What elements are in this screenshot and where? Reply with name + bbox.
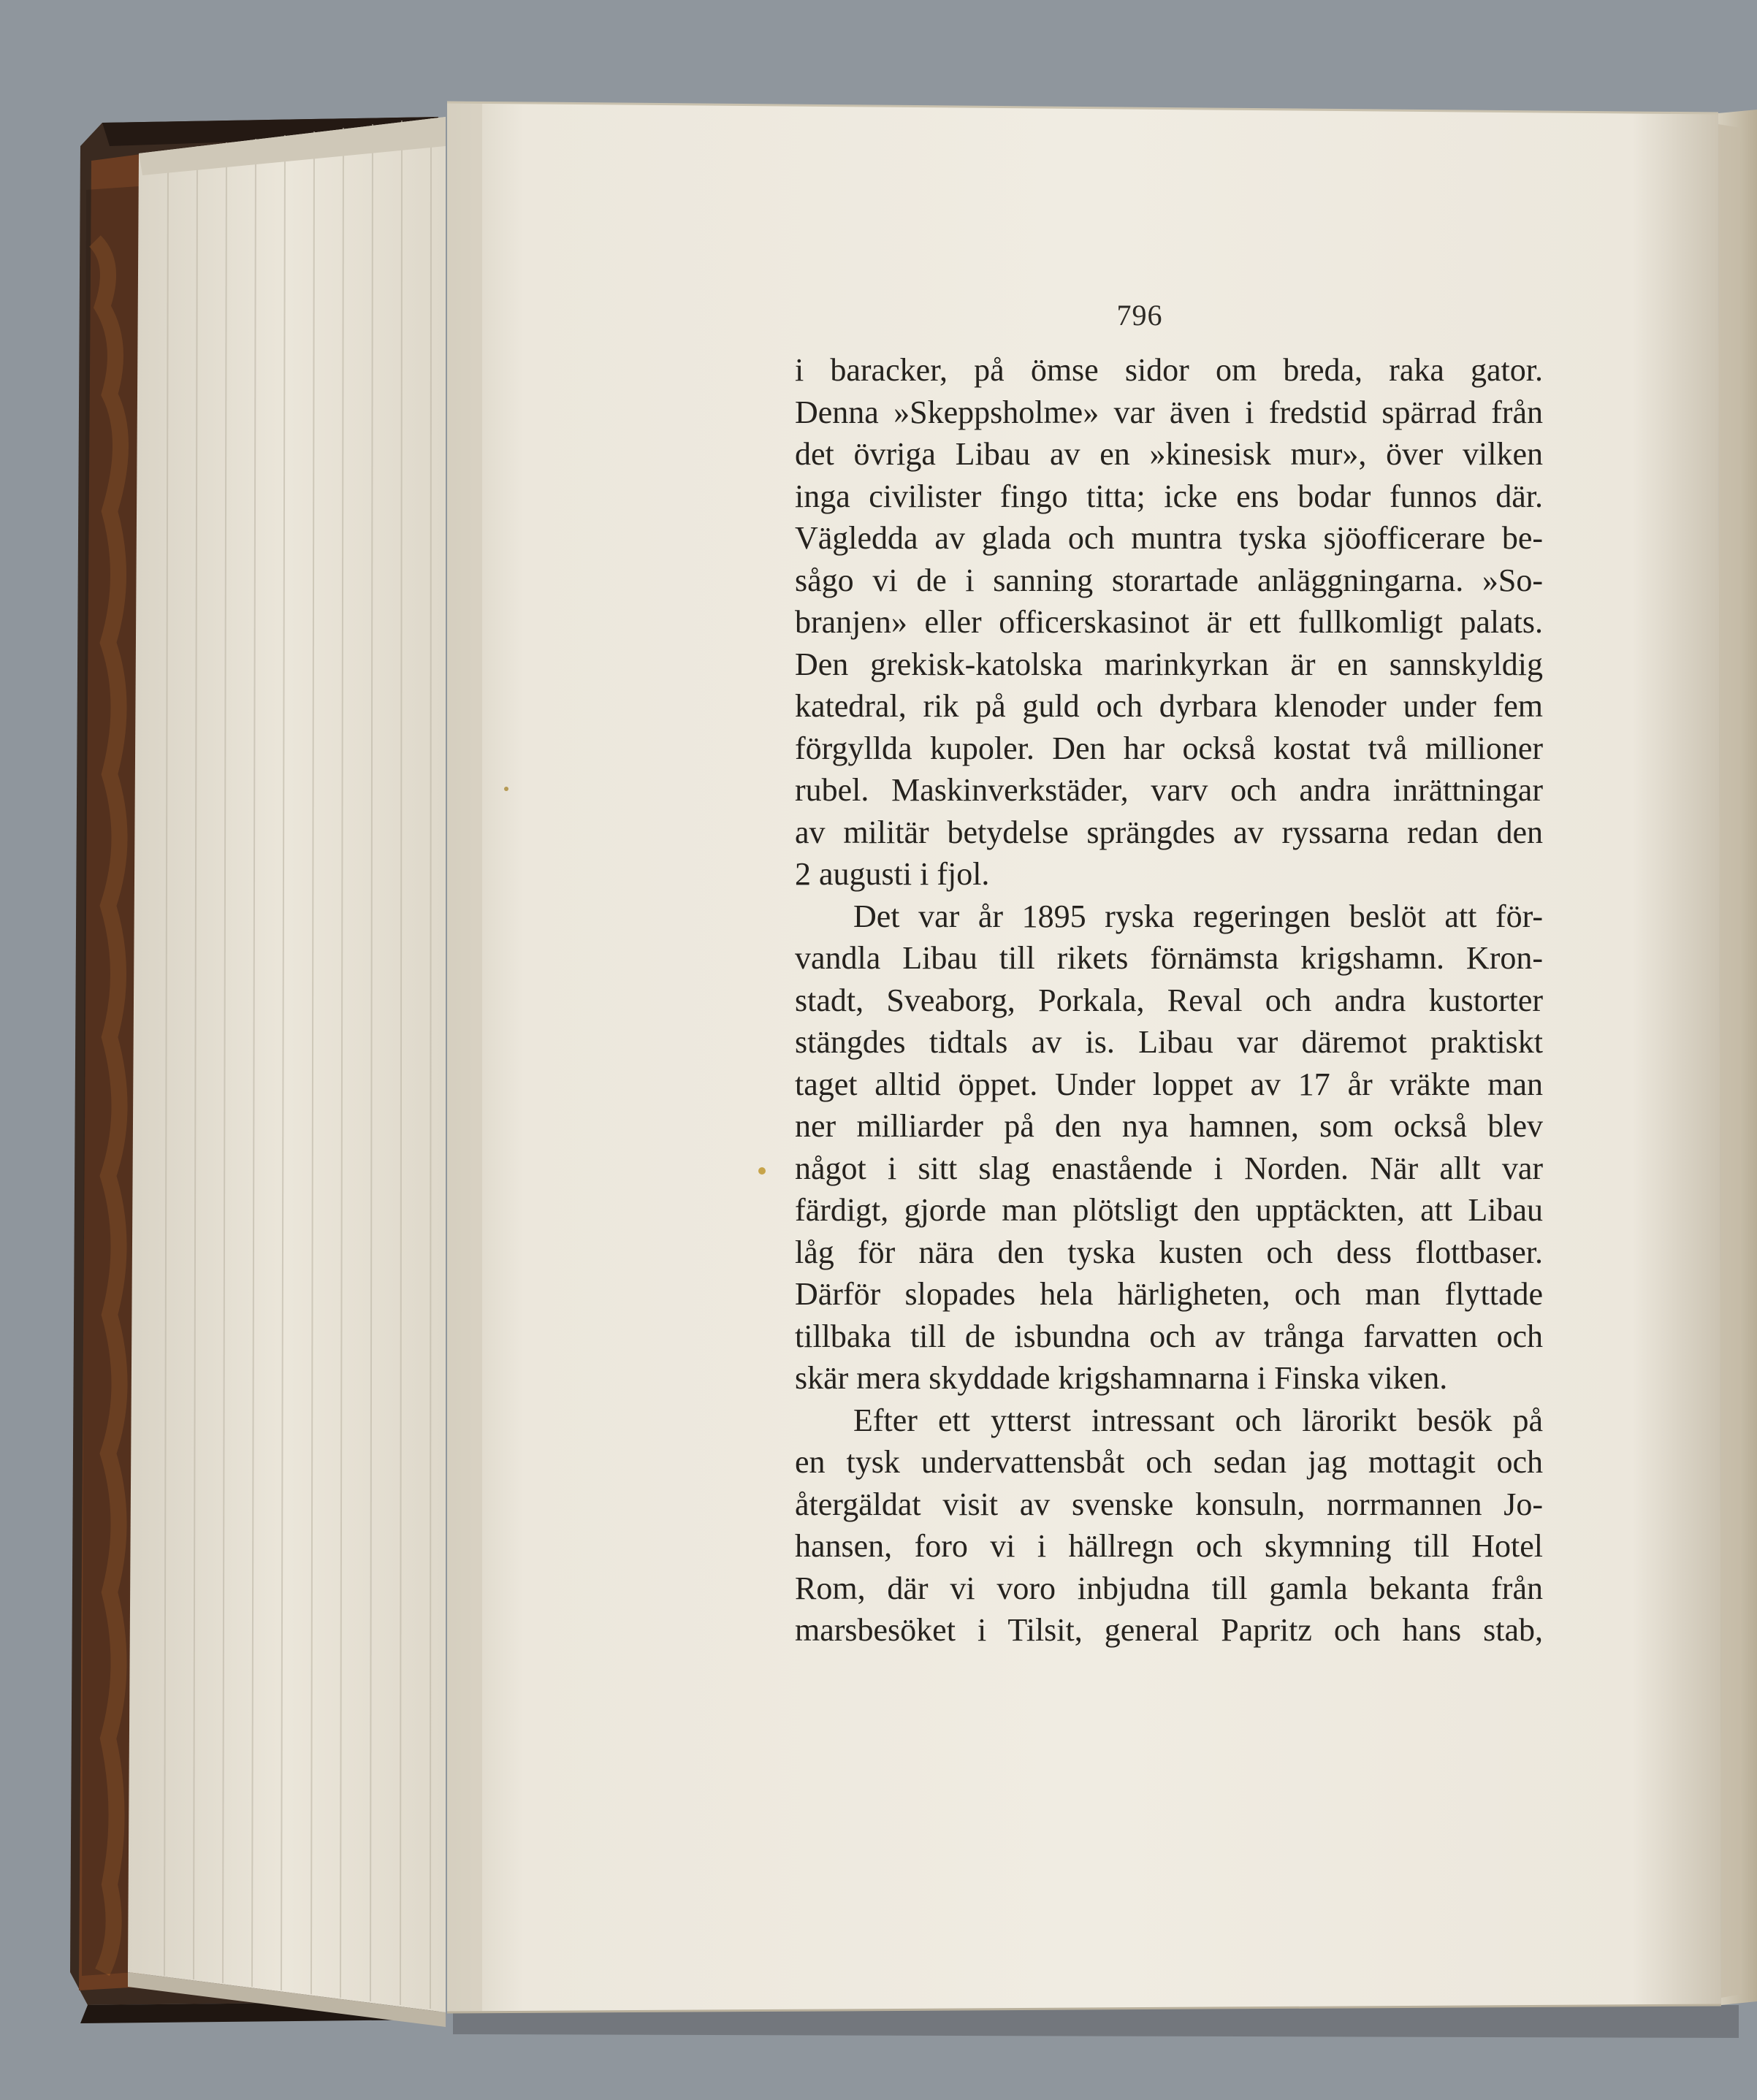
text-line: Den grekisk-katolska marinkyrkan är en sannskyldig — [795, 646, 1543, 682]
body-text — [795, 349, 1543, 1652]
text-line: branjen» eller officerskasinot är ett fullkomligt palats. — [795, 604, 1543, 640]
text-line: hansen, foro vi i hällregn och skymning till Hotel — [795, 1528, 1543, 1564]
text-line: förgyllda kupoler. Den har också kostat två millioner — [795, 730, 1543, 766]
text-line: av militär betydelse sprängdes av ryssarna redan den — [795, 814, 1543, 850]
text-line: skär mera skyddade krigshamnarna i Finska viken. — [795, 1360, 1448, 1396]
text-line: Denna »Skeppsholme» var även i fredstid spärrad från — [795, 394, 1543, 430]
text-line: taget alltid öppet. Under loppet av 17 år vräkte man — [795, 1066, 1543, 1102]
text-line: katedral, rik på guld och dyrbara klenoder under fem — [795, 688, 1543, 724]
text-line: Efter ett ytterst intressant och lärorikt besök på — [853, 1402, 1543, 1438]
text-line: inga civilister fingo titta; icke ens bodar funnos där. — [795, 478, 1543, 514]
page-number: 796 — [1116, 299, 1163, 332]
text-line: det övriga Libau av en »kinesisk mur», över vilken — [795, 436, 1543, 472]
text-line: Vägledda av glada och muntra tyska sjöofficerare be- — [795, 520, 1543, 556]
text-line: marsbesöket i Tilsit, general Papritz och hans stab, — [795, 1612, 1543, 1648]
text-line: färdigt, gjorde man plötsligt den upptäckten, att Libau — [795, 1192, 1543, 1228]
text-line: 2 augusti i fjol. — [795, 856, 990, 892]
text-line: Det var år 1895 ryska regeringen beslöt att för- — [853, 898, 1543, 934]
text-line: något i sitt slag enastående i Norden. När allt var — [795, 1150, 1543, 1186]
text-line: en tysk undervattensbåt och sedan jag mottagit och — [795, 1444, 1543, 1480]
margin-dot — [758, 1167, 766, 1175]
text-line: i baracker, på ömse sidor om breda, raka gator. — [795, 352, 1543, 388]
text-line: vandla Libau till rikets förnämsta krigshamn. Kron- — [795, 940, 1543, 976]
text-line: stadt, Sveaborg, Porkala, Reval och andra kustorter — [795, 982, 1543, 1018]
text-line: låg för nära den tyska kusten och dess flottbaser. — [795, 1234, 1543, 1270]
text-line: rubel. Maskinverkstäder, varv och andra inrättningar — [795, 772, 1543, 808]
text-line: stängdes tidtals av is. Libau var däremot praktiskt — [795, 1024, 1543, 1060]
text-line: ner milliarder på den nya hamnen, som också blev — [795, 1108, 1543, 1144]
text-line: återgäldat visit av svenske konsuln, norrmannen Jo- — [795, 1486, 1543, 1522]
text-line: Därför slopades hela härligheten, och man flyttade — [795, 1276, 1543, 1312]
page-stack — [128, 117, 446, 2027]
margin-dot-2 — [504, 787, 508, 791]
text-line: Rom, där vi voro inbjudna till gamla bekanta från — [795, 1570, 1543, 1606]
text-line: tillbaka till de isbundna och av trånga farvatten och — [795, 1318, 1543, 1354]
text-line: sågo vi de i sanning storartade anläggningarna. »So- — [795, 562, 1543, 598]
